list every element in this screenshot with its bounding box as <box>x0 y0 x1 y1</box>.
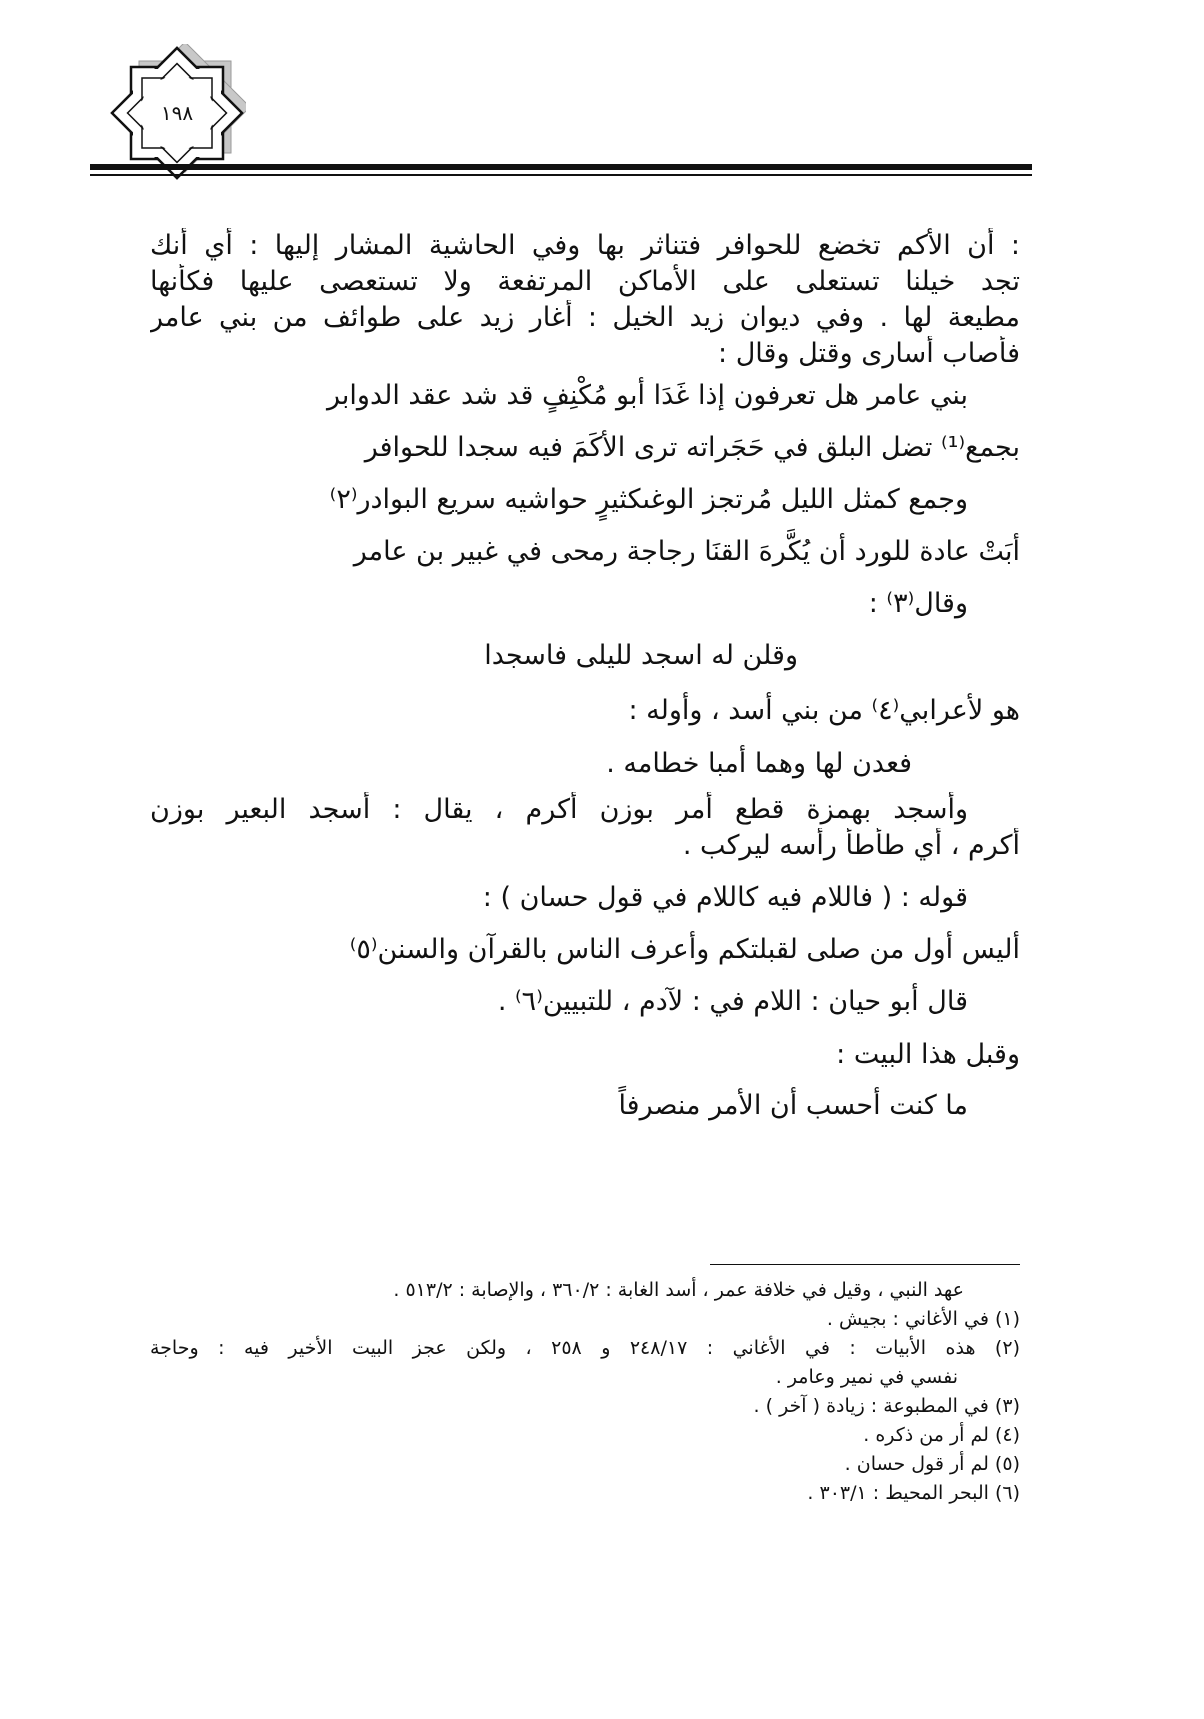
paragraph-line: : أن الأكم تخضع للحوافر فتناثر بها وفي الحاشية المشار إليها : أي أنك <box>150 230 1020 261</box>
grammar-paragraph <box>150 792 1020 864</box>
text-line: وقبل هذا البيت : <box>836 1039 1020 1070</box>
poem-verses <box>150 370 1020 630</box>
verse-line: ما كنت أحسب أن الأمر منصرفاً <box>618 1090 968 1121</box>
verse-line: أليس أول من صلى لقبلتكم وأعرف الناس بالقرآن والسنن⁽٥⁾ <box>349 934 1020 965</box>
footnote-item: نفسي في نمير وعامر . <box>775 1366 958 1388</box>
footnotes <box>150 1276 1020 1508</box>
text-line: هو لأعرابي⁽٤⁾ من بني أسد ، وأوله : <box>628 695 1020 726</box>
paragraph-line: فأصاب أسارى وقتل وقال : <box>718 338 1020 369</box>
text-line: قوله : ( فاللام فيه كاللام في قول حسان ) : <box>482 882 968 913</box>
paragraph-line: تجد خيلنا تستعلى على الأماكن المرتفعة ولا تستعصى عليها فكأنها <box>150 266 1020 297</box>
text-line: قال أبو حيان : اللام في : لآدم ، للتبيين⁽٦⁾ . <box>497 986 968 1017</box>
footnote-continuation: عهد النبي ، وقيل في خلافة عمر ، أسد الغابة : ٣٦٠/٢ ، والإصابة : ٥١٣/٢ . <box>393 1279 964 1301</box>
verse-line: بجمع⁽¹⁾ تضل البلق في حَجَراته ترى الأكَمَ فيه سجدا للحوافر <box>364 432 1020 463</box>
quote-section <box>150 872 1020 1028</box>
page-number: ١٩٨ <box>160 101 194 125</box>
quoted-half-verse-2 <box>150 738 968 790</box>
paragraph-line: مطيعة لها . وفي ديوان زيد الخيل : أغار زيد على طوائف من بني عامر <box>150 302 1020 333</box>
verse-line: وقال⁽٣⁾ : <box>868 588 968 619</box>
paragraph-line: أكرم ، أي طأطأ رأسه ليركب . <box>682 830 1020 861</box>
verse-line: فعدن لها وهما أمبا خطامه . <box>606 748 912 779</box>
footnote-item: (٦) البحر المحيط : ٣٠٣/١ . <box>807 1482 1020 1504</box>
footnote-item: (٥) لم أر قول حسان . <box>844 1453 1020 1475</box>
footnote-item: (٢) هذه الأبيات : في الأغاني : ٢٤٨/١٧ و ٢٥٨ ، ولكن عجز البيت الأخير فيه : وحاجة <box>150 1337 1020 1359</box>
paragraph-line: وأسجد بهمزة قطع أمر بوزن أكرم ، يقال : أسجد البعير بوزن <box>150 794 968 825</box>
final-half-verse <box>150 1080 968 1132</box>
page-number-badge <box>108 44 246 182</box>
footnote-separator <box>710 1264 1020 1265</box>
verse-line: وجمع كمثل الليل مُرتجز الوغىكثيرٍ حواشيه سريع البوادر⁽٢⁾ <box>329 484 968 515</box>
header-rule-thick <box>90 164 1032 170</box>
verse-line: بني عامر هل تعرفون إذا غَدَا أبو مُكْنِفٍ قد شد عقد الدوابر <box>327 380 968 411</box>
quoted-half-verse <box>150 630 968 682</box>
body-paragraph <box>150 228 1020 372</box>
footnote-item: (٣) في المطبوعة : زيادة ( آخر ) . <box>753 1395 1020 1417</box>
attribution-line <box>150 686 1020 736</box>
footnote-item: (١) في الأغاني : بجيش . <box>826 1308 1020 1330</box>
header-rule-thin <box>90 174 1032 176</box>
verse-line: وقلن له اسجد لليلى فاسجدا <box>484 640 798 671</box>
verse-line: أبَتْ عادة للورد أن يُكَّرهَ القنَا رجاجة رمحى في غبير بن عامر <box>353 536 1020 567</box>
footnote-item: (٤) لم أر من ذكره . <box>863 1424 1020 1446</box>
before-verse-line <box>150 1030 1020 1080</box>
